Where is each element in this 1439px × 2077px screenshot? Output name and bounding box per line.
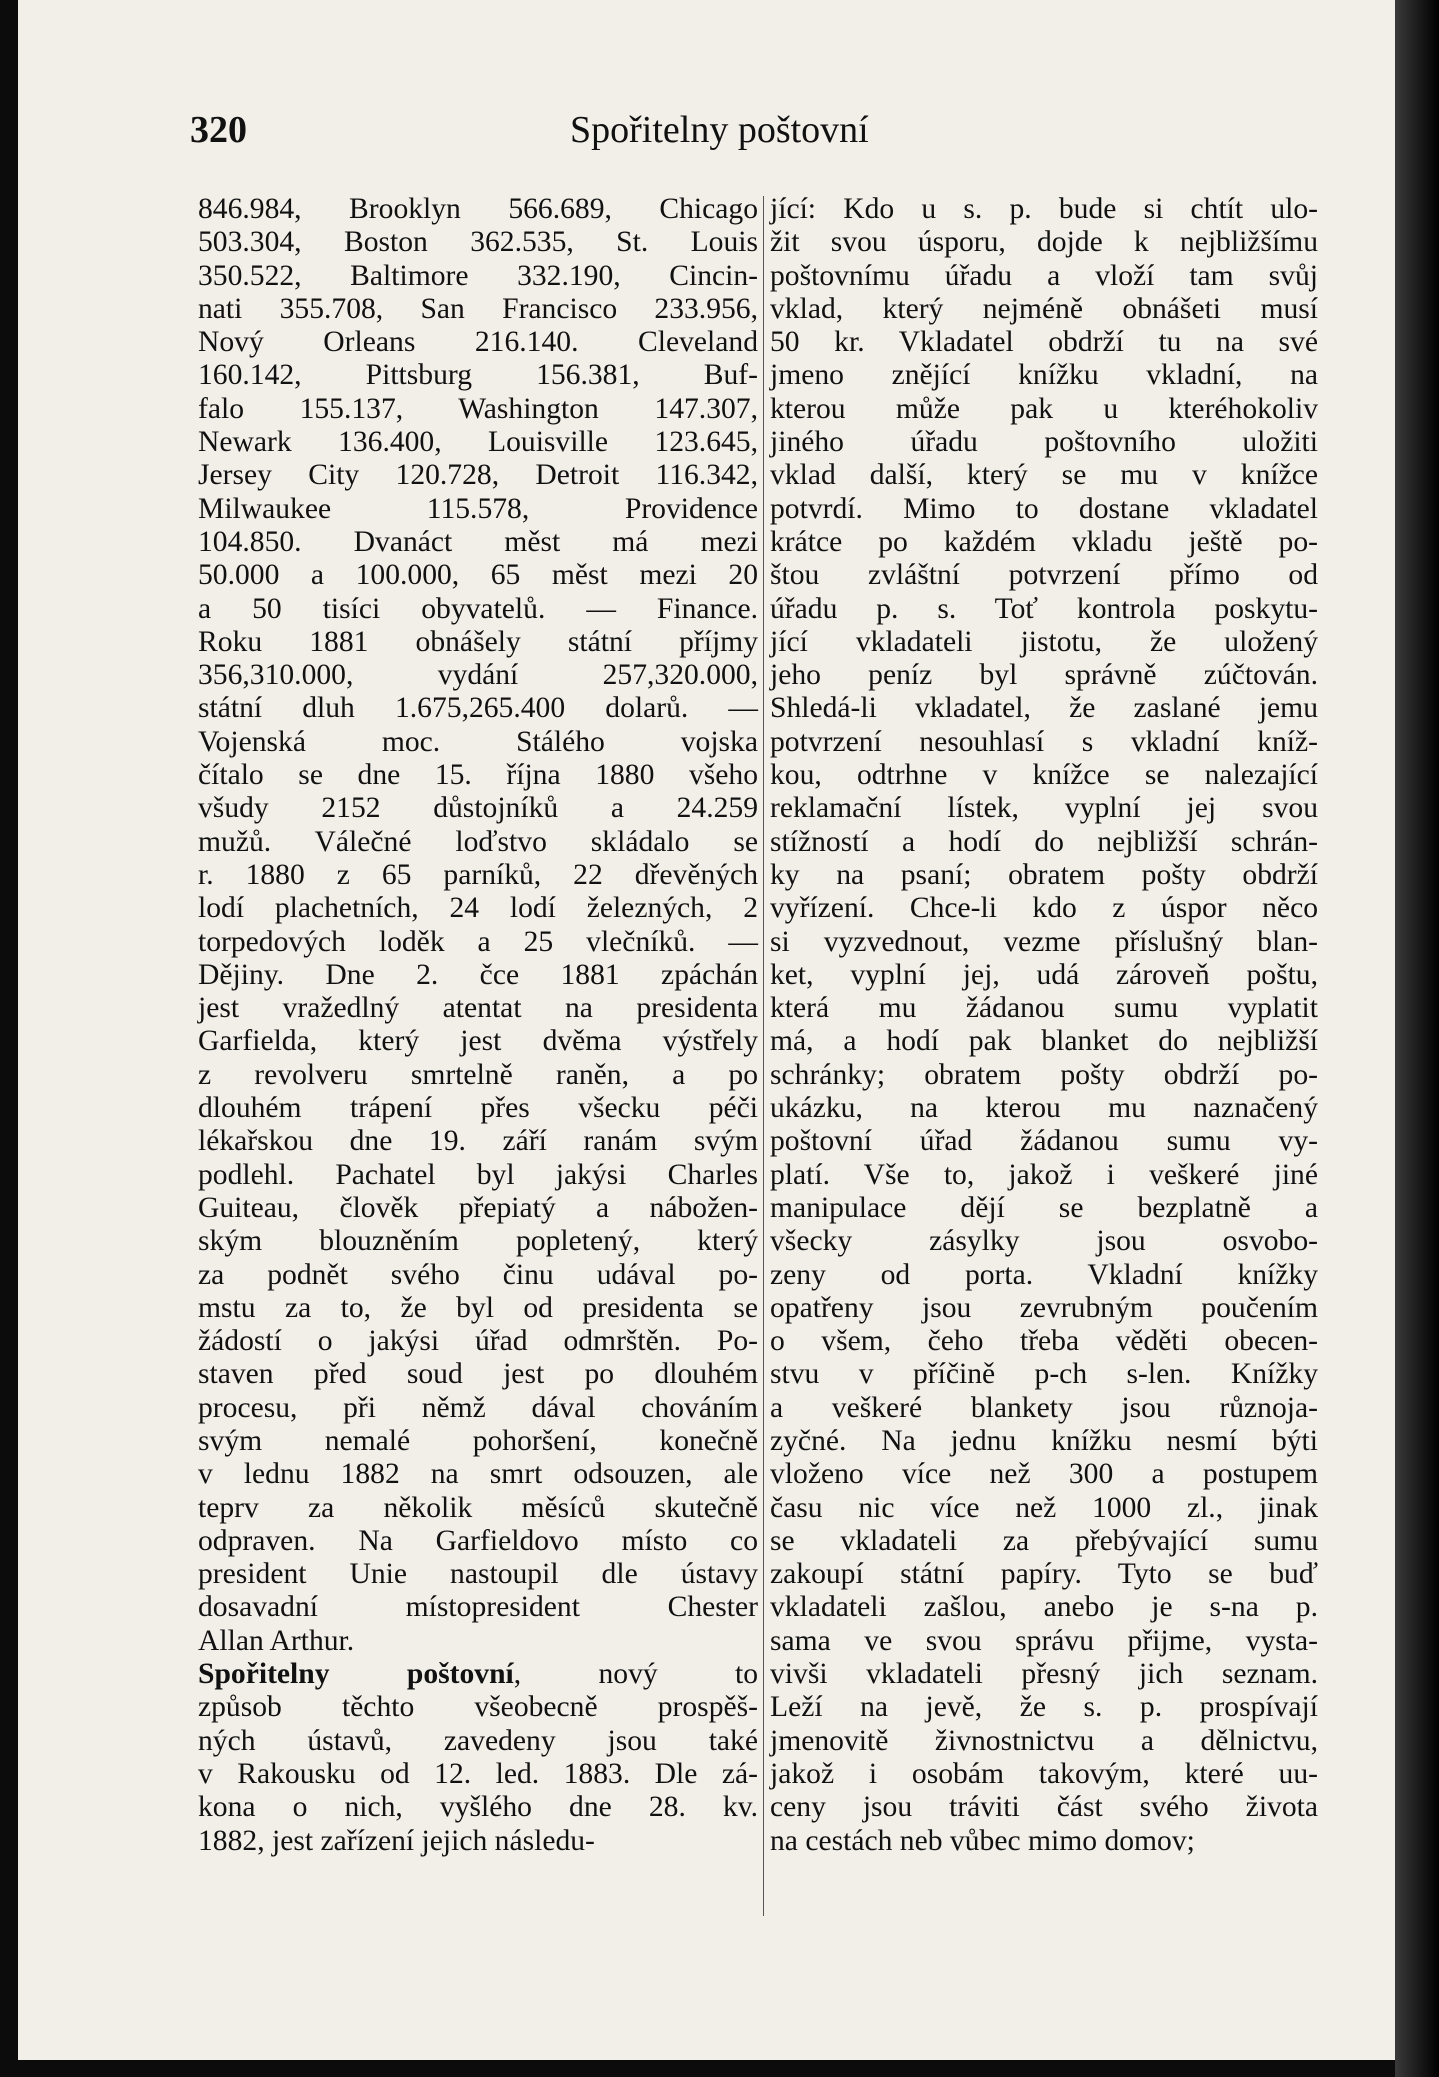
text-line: stvu v příčině p-ch s-len. Knížky <box>770 1358 1318 1391</box>
text-line: potvrdí. Mimo to dostane vkladatel <box>770 492 1318 525</box>
text-line: Vojenská moc. Stálého vojska <box>198 725 758 758</box>
text-line: 846.984, Brooklyn 566.689, Chicago <box>198 193 758 225</box>
text-line: 50 kr. Vkladatel obdrží tu na své <box>770 326 1318 359</box>
text-line: reklamační lístek, vyplní jej svou <box>770 792 1318 825</box>
text-line: vyřízení. Chce-li kdo z úspor něco <box>770 892 1318 925</box>
text-line: Guiteau, člověk přepiatý a nábožen- <box>198 1191 758 1224</box>
text-line: poštovnímu úřadu a vloží tam svůj <box>770 259 1318 292</box>
text-line: Dějiny. Dne 2. čce 1881 zpáchán <box>198 958 758 991</box>
text-line: dosavadní místopresident Chester <box>198 1591 758 1624</box>
book-page <box>18 0 1413 2060</box>
text-line: vloženo více než 300 a postupem <box>770 1458 1318 1491</box>
text-line: 50.000 a 100.000, 65 měst mezi 20 <box>198 559 758 592</box>
text-line: čítalo se dne 15. října 1880 všeho <box>198 759 758 792</box>
page-number: 320 <box>190 109 247 151</box>
text-line: vivši vkladateli přesný jich seznam. <box>770 1658 1318 1691</box>
text-line: státní dluh 1.675,265.400 dolarů. — <box>198 692 758 725</box>
text-line: všudy 2152 důstojníků a 24.259 <box>198 792 758 825</box>
text-line: 160.142, Pittsburg 156.381, Buf- <box>198 359 758 392</box>
text-line: ským blouzněním popletený, který <box>198 1225 758 1258</box>
text-line: lodí plachetních, 24 lodí železných, 2 <box>198 892 758 925</box>
text-line: Roku 1881 obnášely státní příjmy <box>198 625 758 658</box>
text-line: ky na psaní; obratem pošty obdrží <box>770 858 1318 891</box>
page-header <box>18 108 1413 158</box>
text-line: jmeno znějící knížku vkladní, na <box>770 359 1318 392</box>
text-line: jeho peníz byl správně zúčtován. <box>770 659 1318 692</box>
text-line: vkladateli zašlou, anebo je s-na p. <box>770 1591 1318 1624</box>
text-line: kou, odtrhne v knížce se nalezající <box>770 759 1318 792</box>
text-line: štou zvláštní potvrzení přímo od <box>770 559 1318 592</box>
text-line: Leží na jevě, že s. p. prospívají <box>770 1691 1318 1724</box>
text-line: schránky; obratem pošty obdrží po- <box>770 1058 1318 1091</box>
text-line: o všem, čeho třeba věděti obecen- <box>770 1325 1318 1358</box>
text-line: ných ústavů, zavedeny jsou také <box>198 1724 758 1757</box>
text-line: jakož i osobám takovým, které uu- <box>770 1757 1318 1790</box>
text-line: Milwaukee 115.578, Providence <box>198 492 758 525</box>
text-line: v lednu 1882 na smrt odsouzen, ale <box>198 1458 758 1491</box>
text-line: Shledá-li vkladatel, že zaslané jemu <box>770 692 1318 725</box>
text-line: 104.850. Dvanáct měst má mezi <box>198 525 758 558</box>
text-line: Garfielda, který jest dvěma výstřely <box>198 1025 758 1058</box>
text-line: odpraven. Na Garfieldovo místo co <box>198 1524 758 1557</box>
text-line: Jersey City 120.728, Detroit 116.342, <box>198 459 758 492</box>
text-line: žit svou úsporu, dojde k nejbližšímu <box>770 226 1318 259</box>
right-text-column <box>770 193 1318 1858</box>
text-line: r. 1880 z 65 parníků, 22 dřevěných <box>198 858 758 891</box>
text-line: v Rakousku od 12. led. 1883. Dle zá- <box>198 1757 758 1790</box>
text-line: president Unie nastoupil dle ústavy <box>198 1558 758 1591</box>
text-line: manipulace dějí se bezplatně a <box>770 1191 1318 1224</box>
text-line: krátce po každém vkladu ještě po- <box>770 525 1318 558</box>
text-line: falo 155.137, Washington 147.307, <box>198 392 758 425</box>
text-line: podlehl. Pachatel byl jakýsi Charles <box>198 1158 758 1191</box>
text-line: procesu, při němž dával chováním <box>198 1391 758 1424</box>
text-line: zyčné. Na jednu knížku nesmí býti <box>770 1424 1318 1457</box>
text-line: zakoupí státní papíry. Tyto se buď <box>770 1558 1318 1591</box>
text-line: jící: Kdo u s. p. bude si chtít ulo- <box>770 193 1318 225</box>
text-line: Nový Orleans 216.140. Cleveland <box>198 326 758 359</box>
column-divider <box>763 196 764 1916</box>
text-line: všecky zásylky jsou osvobo- <box>770 1225 1318 1258</box>
text-line: svým nemalé pohoršení, konečně <box>198 1424 758 1457</box>
text-line: způsob těchto všeobecně prospěš- <box>198 1691 758 1724</box>
text-line: a 50 tisíci obyvatelů. — Finance. <box>198 592 758 625</box>
text-line: úřadu p. s. Toť kontrola poskytu- <box>770 592 1318 625</box>
page-edge-shadow <box>1395 0 1439 2077</box>
text-line: mužů. Válečné loďstvo skládalo se <box>198 825 758 858</box>
text-line: času nic více než 1000 zl., jinak <box>770 1491 1318 1524</box>
text-line: nati 355.708, San Francisco 233.956, <box>198 292 758 325</box>
text-line: teprv za několik měsíců skutečně <box>198 1491 758 1524</box>
text-line: lékařskou dne 19. září ranám svým <box>198 1125 758 1158</box>
left-text-column <box>198 193 758 1858</box>
text-line: vklad další, který se mu v knížce <box>770 459 1318 492</box>
text-line: torpedových loděk a 25 vlečníků. — <box>198 925 758 958</box>
text-line: kterou může pak u kteréhokoliv <box>770 392 1318 425</box>
running-title: Spořitelny poštovní <box>570 109 869 151</box>
text-line: vklad, který nejméně obnášeti musí <box>770 292 1318 325</box>
text-line: Spořitelny poštovní, nový to <box>198 1658 759 1691</box>
text-line: na cestách neb vůbec mimo domov; <box>770 1824 1195 1857</box>
text-line: 503.304, Boston 362.535, St. Louis <box>198 226 758 259</box>
text-line: jmenovitě živnostnictvu a dělnictvu, <box>770 1724 1318 1757</box>
text-line: dlouhém trápení přes všecku péči <box>198 1092 758 1125</box>
text-line: 350.522, Baltimore 332.190, Cincin- <box>198 259 758 292</box>
text-line: zeny od porta. Vkladní knížky <box>770 1258 1318 1291</box>
text-line: z revolveru smrtelně raněn, a po <box>198 1058 758 1091</box>
text-line: Allan Arthur. <box>198 1624 355 1657</box>
text-line: a veškeré blankety jsou různoja- <box>770 1391 1318 1424</box>
text-line: jiného úřadu poštovního uložiti <box>770 426 1318 459</box>
text-line: mstu za to, že byl od presidenta se <box>198 1291 758 1324</box>
text-line: staven před soud jest po dlouhém <box>198 1358 758 1391</box>
text-line: poštovní úřad žádanou sumu vy- <box>770 1125 1318 1158</box>
text-line: se vkladateli za přebývající sumu <box>770 1524 1318 1557</box>
text-line: stížností a hodí do nejbližší schrán- <box>770 825 1318 858</box>
text-line: má, a hodí pak blanket do nejbližší <box>770 1025 1318 1058</box>
text-line: za podnět svého činu udával po- <box>198 1258 758 1291</box>
text-line: ket, vyplní jej, udá zároveň poštu, <box>770 958 1318 991</box>
text-line: sama ve svou správu přijme, vysta- <box>770 1624 1318 1657</box>
text-line: která mu žádanou sumu vyplatit <box>770 992 1318 1025</box>
text-line: ukázku, na kterou mu naznačený <box>770 1092 1318 1125</box>
text-line: kona o nich, vyšlého dne 28. kv. <box>198 1791 758 1824</box>
text-line: ceny jsou tráviti část svého života <box>770 1791 1318 1824</box>
text-line: žádostí o jakýsi úřad odmrštěn. Po- <box>198 1325 758 1358</box>
text-line: Newark 136.400, Louisville 123.645, <box>198 426 758 459</box>
text-line: 356,310.000, vydání 257,320.000, <box>198 659 758 692</box>
text-line: opatřeny jsou zevrubným poučením <box>770 1291 1318 1324</box>
text-line: jící vkladateli jistotu, že uložený <box>770 625 1318 658</box>
text-line: 1882, jest zařízení jejich následu- <box>198 1824 595 1857</box>
text-line: jest vražedlný atentat na presidenta <box>198 992 758 1025</box>
text-line: platí. Vše to, jakož i veškeré jiné <box>770 1158 1318 1191</box>
text-line: potvrzení nesouhlasí s vkladní kníž- <box>770 725 1318 758</box>
text-line: si vyzvednout, vezme příslušný blan- <box>770 925 1318 958</box>
